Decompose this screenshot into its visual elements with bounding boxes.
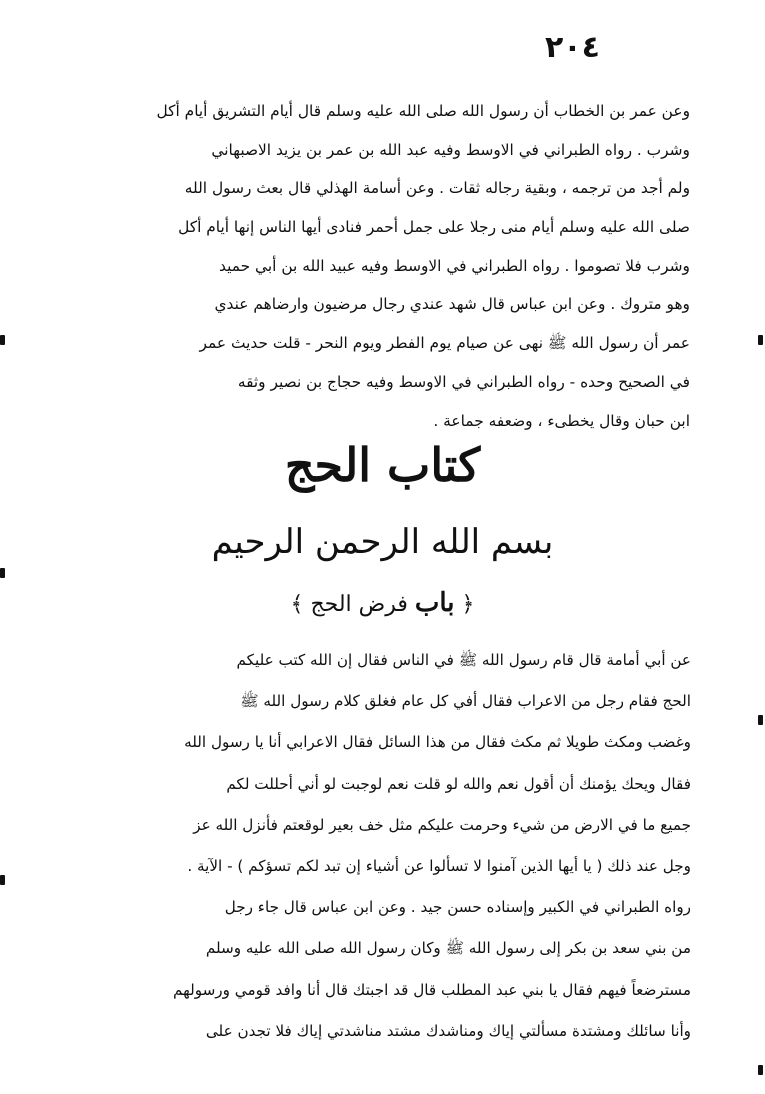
text-line: الحج فقام رجل من الاعراب فقال أفي كل عام فغلق كلام رسول الله ﷺ	[240, 692, 691, 711]
scan-edge-mark	[758, 1065, 763, 1075]
basmala: بسم الله الرحمن الرحيم	[211, 522, 554, 562]
page-number: ٢٠٤	[545, 30, 600, 65]
chapter-heading	[0, 588, 765, 618]
text-line: فقال ويحك يؤمنك أن أقول نعم والله لو قلت نعم لوجبت لو أني أحللت لكم	[226, 774, 691, 793]
scan-edge-mark	[758, 335, 763, 345]
text-line: ولم أجد من ترجمه ، وبقية رجاله ثقات . وعن أسامة الهذلي قال بعث رسول الله	[184, 179, 690, 198]
scan-edge-mark	[0, 875, 5, 885]
text-line: مسترضعاً فيهم فقال يا بني عبد المطلب قال قد اجبتك قال أنا وافد قومي ورسولهم	[173, 980, 691, 999]
scan-edge-mark	[758, 715, 763, 725]
top-paragraph	[96, 92, 690, 440]
text-line: وأنا سائلك ومشتدة مسألتي إياك ومناشدك مشتد مناشدتي إياك فلا تجدن على	[205, 1021, 691, 1040]
text-line: رواه الطبراني في الكبير وإسناده حسن جيد . وعن ابن عباس قال جاء رجل	[224, 898, 691, 917]
text-line: وشرب . رواه الطبراني في الاوسط وفيه عبد الله بن عمر بن يزيد الاصبهاني	[211, 140, 690, 159]
scan-edge-mark	[0, 335, 5, 345]
book-title: كتاب الحج	[284, 438, 481, 492]
ornament-open: ﴿	[461, 592, 475, 617]
scan-edge-mark	[0, 568, 5, 578]
ornament-close: ﴾	[290, 592, 304, 617]
text-line: من بني سعد بن بكر إلى رسول الله ﷺ وكان رسول الله صلى الله عليه وسلم	[205, 939, 691, 958]
main-paragraph	[78, 640, 691, 1052]
text-line: وهو متروك . وعن ابن عباس قال شهد عندي رجال مرضيون وارضاهم عندي	[214, 295, 690, 314]
text-line: عن أبي أمامة قال قام رسول الله ﷺ في الناس فقال إن الله كتب عليكم	[236, 651, 691, 669]
text-line: عمر أن رسول الله ﷺ نهى عن صيام يوم الفطر ويوم النحر - قلت حديث عمر	[199, 334, 690, 353]
text-line: ابن حبان وقال يخطىء ، وضعفه جماعة .	[433, 411, 690, 430]
chapter-label: باب	[414, 588, 455, 618]
text-line: صلى الله عليه وسلم أيام منى رجلا على جمل أحمر فنادى أيها الناس إنها أيام أكل	[178, 218, 690, 237]
chapter-title: فرض الحج	[310, 592, 408, 617]
text-line: وشرب فلا تصوموا . رواه الطبراني في الاوسط وفيه عبيد الله بن أبي حميد	[219, 256, 690, 275]
text-line: وجل عند ذلك ( يا أيها الذين آمنوا لا تسألوا عن أشياء إن تبد لكم تسؤكم ) - الآية .	[187, 856, 691, 875]
text-line: جميع ما في الارض من شيء وحرمت عليكم مثل خف بعير لوقعتم فأنزل الله عز	[193, 815, 691, 834]
text-line: وغضب ومكث طويلا ثم مكث فقال من هذا السائل فقال الاعرابي أنا يا رسول الله	[184, 733, 691, 752]
text-line: وعن عمر بن الخطاب أن رسول الله صلى الله عليه وسلم قال أيام التشريق أيام أكل	[156, 102, 690, 120]
text-line: في الصحيح وحده - رواه الطبراني في الاوسط وفيه حجاج بن نصير وثقه	[237, 372, 690, 391]
